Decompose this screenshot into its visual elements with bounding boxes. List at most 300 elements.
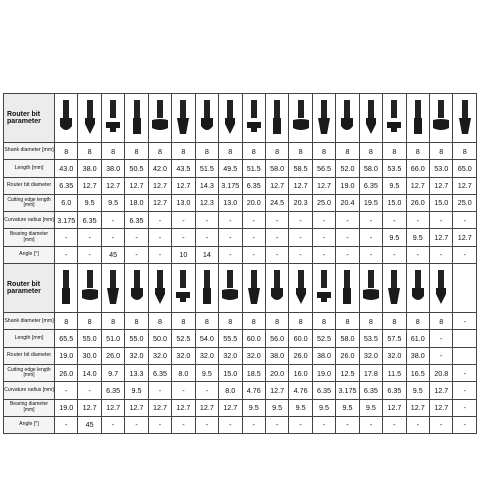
parameter-value: - bbox=[430, 246, 453, 263]
parameter-value: - bbox=[219, 246, 242, 263]
bit-header-row bbox=[4, 264, 477, 313]
parameter-value: 12.7 bbox=[101, 177, 124, 194]
parameter-value: 66.0 bbox=[406, 160, 429, 177]
straight-bit-icon bbox=[221, 98, 239, 138]
parameter-value: - bbox=[148, 229, 171, 246]
parameter-value: - bbox=[172, 229, 195, 246]
parameter-value: 8 bbox=[430, 143, 453, 160]
parameter-value: - bbox=[172, 212, 195, 229]
router-bit-parameter-label: Router bit parameter bbox=[4, 264, 55, 313]
parameter-value: 12.7 bbox=[430, 177, 453, 194]
bit-image-cell bbox=[453, 264, 477, 313]
parameter-value: 16.5 bbox=[406, 364, 429, 381]
parameter-value: - bbox=[125, 229, 148, 246]
parameter-value: 38.0 bbox=[101, 160, 124, 177]
parameter-value: 13.0 bbox=[219, 194, 242, 211]
parameter-value: - bbox=[453, 382, 477, 399]
parameter-value: 6.35 bbox=[125, 212, 148, 229]
parameter-value: 12.7 bbox=[406, 177, 429, 194]
rabbet-bit-icon bbox=[292, 268, 310, 308]
parameter-value: 53.5 bbox=[383, 160, 406, 177]
parameter-value: - bbox=[312, 416, 335, 433]
round-over-bit-icon bbox=[128, 268, 146, 308]
parameter-value: 56.5 bbox=[312, 160, 335, 177]
parameter-value: 52.5 bbox=[312, 330, 335, 347]
parameter-value: 43.0 bbox=[55, 160, 78, 177]
parameter-value: 9.5 bbox=[336, 399, 359, 416]
parameter-value: 15.0 bbox=[219, 364, 242, 381]
parameter-value: 8 bbox=[406, 313, 429, 330]
parameter-value: 55.0 bbox=[125, 330, 148, 347]
parameter-value: - bbox=[359, 416, 382, 433]
parameter-value: 45 bbox=[78, 416, 101, 433]
parameter-value: 6.35 bbox=[242, 177, 265, 194]
parameter-value: - bbox=[148, 382, 171, 399]
dovetail-bit-icon bbox=[174, 98, 192, 138]
bit-image-cell bbox=[125, 264, 148, 313]
parameter-value: 51.5 bbox=[242, 160, 265, 177]
parameter-value bbox=[453, 330, 477, 347]
parameter-value: 6.35 bbox=[101, 382, 124, 399]
parameter-value: 58.5 bbox=[289, 160, 312, 177]
parameter-label: Cutting edge length [mm] bbox=[4, 364, 55, 381]
parameter-value: 24.5 bbox=[265, 194, 288, 211]
parameter-value: 20.3 bbox=[289, 194, 312, 211]
roman-ogee-bit-icon bbox=[432, 268, 450, 308]
cove-bearing-bit-icon bbox=[268, 268, 286, 308]
parameter-value: 19.0 bbox=[312, 364, 335, 381]
parameter-value: 12.7 bbox=[289, 177, 312, 194]
parameter-value: 8 bbox=[430, 313, 453, 330]
parameter-value: 8 bbox=[289, 143, 312, 160]
parameter-value: 12.3 bbox=[195, 194, 218, 211]
parameter-value: 52.0 bbox=[336, 160, 359, 177]
parameter-value: 6.35 bbox=[359, 382, 382, 399]
parameter-value: 8 bbox=[55, 143, 78, 160]
bit-image-cell bbox=[383, 264, 406, 313]
parameter-value: - bbox=[148, 416, 171, 433]
parameter-value: 14.3 bbox=[195, 177, 218, 194]
parameter-value: 8 bbox=[383, 143, 406, 160]
parameter-value: - bbox=[265, 416, 288, 433]
parameter-value: 6.35 bbox=[312, 382, 335, 399]
parameter-value: 16.0 bbox=[289, 364, 312, 381]
straight-bit-icon bbox=[315, 98, 333, 138]
parameter-row bbox=[4, 143, 477, 160]
parameter-value: 12.7 bbox=[172, 399, 195, 416]
parameter-value: - bbox=[195, 212, 218, 229]
parameter-value: - bbox=[148, 246, 171, 263]
router-bit-spec-table bbox=[3, 93, 477, 434]
bearing-flush-bit-icon bbox=[432, 98, 450, 138]
parameter-value: - bbox=[336, 229, 359, 246]
parameter-value: 32.0 bbox=[242, 347, 265, 364]
parameter-row bbox=[4, 229, 477, 246]
parameter-value: 8 bbox=[148, 313, 171, 330]
parameter-value: 26.0 bbox=[289, 347, 312, 364]
parameter-value: 12.7 bbox=[453, 229, 477, 246]
ogee-bit-icon bbox=[315, 268, 333, 308]
parameter-value: 58.0 bbox=[359, 160, 382, 177]
parameter-value: 20.8 bbox=[430, 364, 453, 381]
parameter-value: 12.7 bbox=[125, 399, 148, 416]
parameter-value: 12.7 bbox=[383, 399, 406, 416]
parameter-value: 8 bbox=[242, 143, 265, 160]
parameter-value: - bbox=[336, 416, 359, 433]
parameter-value: 8 bbox=[195, 313, 218, 330]
parameter-value: 8 bbox=[359, 313, 382, 330]
parameter-value: - bbox=[289, 229, 312, 246]
parameter-value: 8 bbox=[312, 313, 335, 330]
parameter-value: 8 bbox=[265, 143, 288, 160]
parameter-value: 20.0 bbox=[242, 194, 265, 211]
parameter-value: - bbox=[55, 229, 78, 246]
parameter-value: - bbox=[172, 382, 195, 399]
parameter-row bbox=[4, 177, 477, 194]
flush-bearing-bit-icon bbox=[57, 268, 75, 308]
parameter-value: 51.5 bbox=[195, 160, 218, 177]
parameter-value: 38.0 bbox=[312, 347, 335, 364]
parameter-value: 12.7 bbox=[172, 177, 195, 194]
bit-image-cell bbox=[148, 264, 171, 313]
parameter-value: 54.0 bbox=[195, 330, 218, 347]
parameter-value: 19.0 bbox=[55, 347, 78, 364]
parameter-value: - bbox=[359, 212, 382, 229]
parameter-value: 45 bbox=[101, 246, 124, 263]
parameter-value: - bbox=[336, 212, 359, 229]
cove-core-bit-icon bbox=[128, 98, 146, 138]
parameter-value bbox=[453, 347, 477, 364]
parameter-value: 9.5 bbox=[265, 399, 288, 416]
router-bit-parameter-label: Router bit parameter bbox=[4, 94, 55, 143]
parameter-value: - bbox=[312, 212, 335, 229]
round-nose-bit-icon bbox=[81, 98, 99, 138]
parameter-value: - bbox=[125, 416, 148, 433]
bit-image-cell bbox=[359, 264, 382, 313]
parameter-value: 12.7 bbox=[78, 177, 101, 194]
parameter-value: 8 bbox=[219, 313, 242, 330]
parameter-value: 13.3 bbox=[125, 364, 148, 381]
parameter-value: - bbox=[430, 347, 453, 364]
bit-image-cell bbox=[430, 264, 453, 313]
parameter-value: 12.7 bbox=[148, 399, 171, 416]
parameter-value: - bbox=[289, 416, 312, 433]
parameter-value: 9.5 bbox=[406, 382, 429, 399]
parameter-value: - bbox=[383, 416, 406, 433]
parameter-value: 9.5 bbox=[195, 364, 218, 381]
parameter-value: - bbox=[430, 416, 453, 433]
parameter-value: - bbox=[148, 212, 171, 229]
parameter-value: - bbox=[406, 416, 429, 433]
parameter-value: 38.0 bbox=[78, 160, 101, 177]
corner-round-bit-icon bbox=[151, 98, 169, 138]
bit-image-cell bbox=[172, 264, 195, 313]
parameter-row bbox=[4, 246, 477, 263]
parameter-value: - bbox=[78, 382, 101, 399]
parameter-label: Shank diameter [mm] bbox=[4, 143, 55, 160]
parameter-value: 60.0 bbox=[242, 330, 265, 347]
parameter-value: - bbox=[336, 246, 359, 263]
parameter-value: 12.7 bbox=[312, 177, 335, 194]
parameter-label: Angle [°] bbox=[4, 416, 55, 433]
parameter-value: 8 bbox=[312, 143, 335, 160]
parameter-value: 12.7 bbox=[125, 177, 148, 194]
parameter-value: 15.0 bbox=[383, 194, 406, 211]
parameter-row bbox=[4, 416, 477, 433]
parameter-row bbox=[4, 212, 477, 229]
parameter-value: - bbox=[242, 212, 265, 229]
parameter-label: Length [mm] bbox=[4, 330, 55, 347]
parameter-value: 18.5 bbox=[242, 364, 265, 381]
parameter-value: 26.0 bbox=[336, 347, 359, 364]
bit-image-cell bbox=[195, 94, 218, 143]
bit-image-cell bbox=[359, 94, 382, 143]
parameter-value: - bbox=[289, 246, 312, 263]
parameter-value: - bbox=[359, 229, 382, 246]
bit-image-cell bbox=[383, 94, 406, 143]
parameter-value: 12.7 bbox=[406, 399, 429, 416]
parameter-value: 14 bbox=[195, 246, 218, 263]
parameter-value: 20.0 bbox=[265, 364, 288, 381]
parameter-value: 12.7 bbox=[265, 177, 288, 194]
parameter-value: - bbox=[195, 416, 218, 433]
parameter-value: 50.0 bbox=[148, 330, 171, 347]
parameter-value: 58.0 bbox=[336, 330, 359, 347]
parameter-row bbox=[4, 313, 477, 330]
parameter-value: - bbox=[55, 416, 78, 433]
parameter-value: 9.5 bbox=[406, 229, 429, 246]
parameter-value: 12.7 bbox=[195, 399, 218, 416]
bit-image-cell bbox=[312, 94, 335, 143]
parameter-value: 6.35 bbox=[78, 212, 101, 229]
bit-image-cell bbox=[242, 94, 265, 143]
parameter-value: - bbox=[55, 382, 78, 399]
bit-image-cell bbox=[312, 264, 335, 313]
straight-bit-icon bbox=[362, 98, 380, 138]
parameter-value: 8 bbox=[289, 313, 312, 330]
parameter-value: 9.5 bbox=[289, 399, 312, 416]
parameter-value: 8 bbox=[453, 143, 477, 160]
ogee-bit-icon bbox=[362, 268, 380, 308]
parameter-value: - bbox=[289, 212, 312, 229]
parameter-value: 12.7 bbox=[101, 399, 124, 416]
parameter-label: Length [mm] bbox=[4, 160, 55, 177]
straight-bit-icon bbox=[245, 98, 263, 138]
parameter-value: 38.0 bbox=[265, 347, 288, 364]
ball-bearing-bit-icon bbox=[174, 268, 192, 308]
parameter-value: 9.5 bbox=[383, 229, 406, 246]
parameter-value: 8 bbox=[336, 313, 359, 330]
parameter-value: 25.0 bbox=[453, 194, 477, 211]
round-over-bit-icon bbox=[198, 268, 216, 308]
parameter-label: Angle [°] bbox=[4, 246, 55, 263]
parameter-value: 42.0 bbox=[148, 160, 171, 177]
bit-image-cell bbox=[172, 94, 195, 143]
parameter-value: 8 bbox=[78, 143, 101, 160]
parameter-value: 8 bbox=[195, 143, 218, 160]
rabbet-bit-icon bbox=[385, 268, 403, 308]
parameter-value: - bbox=[55, 246, 78, 263]
bit-image-cell bbox=[101, 94, 124, 143]
parameter-value: 12.7 bbox=[148, 177, 171, 194]
parameter-label: Curvature radius [mm] bbox=[4, 212, 55, 229]
parameter-value: 8 bbox=[242, 313, 265, 330]
parameter-value: 14.0 bbox=[78, 364, 101, 381]
parameter-value: 60.0 bbox=[289, 330, 312, 347]
parameter-value: 11.5 bbox=[383, 364, 406, 381]
parameter-value: - bbox=[242, 229, 265, 246]
bit-image-cell bbox=[453, 94, 477, 143]
parameter-value: 51.0 bbox=[101, 330, 124, 347]
parameter-value: - bbox=[359, 246, 382, 263]
parameter-value: - bbox=[78, 246, 101, 263]
bit-header-row bbox=[4, 94, 477, 143]
parameter-value: 32.0 bbox=[172, 347, 195, 364]
bit-image-cell bbox=[101, 264, 124, 313]
parameter-value: - bbox=[219, 416, 242, 433]
parameter-label: Bearing diameter [mm] bbox=[4, 399, 55, 416]
parameter-value: - bbox=[383, 212, 406, 229]
parameter-row bbox=[4, 399, 477, 416]
bit-image-cell bbox=[265, 94, 288, 143]
bit-image-cell bbox=[289, 264, 312, 313]
parameter-value: - bbox=[125, 246, 148, 263]
parameter-value: 58.0 bbox=[265, 160, 288, 177]
parameter-value: 25.0 bbox=[312, 194, 335, 211]
parameter-value: 32.0 bbox=[219, 347, 242, 364]
parameter-value: 3.175 bbox=[219, 177, 242, 194]
parameter-row bbox=[4, 364, 477, 381]
bit-image-cell bbox=[406, 94, 429, 143]
parameter-value: 12.7 bbox=[78, 399, 101, 416]
parameter-label: Shank diameter [mm] bbox=[4, 313, 55, 330]
parameter-value: 57.5 bbox=[383, 330, 406, 347]
parameter-value: 9.5 bbox=[101, 194, 124, 211]
parameter-value: 6.35 bbox=[55, 177, 78, 194]
parameter-value: - bbox=[265, 246, 288, 263]
parameter-value: 20.4 bbox=[336, 194, 359, 211]
parameter-value: 19.0 bbox=[55, 399, 78, 416]
beading-bit-icon bbox=[245, 268, 263, 308]
parameter-value: 12.7 bbox=[453, 177, 477, 194]
parameter-value: 18.0 bbox=[125, 194, 148, 211]
parameter-value: - bbox=[312, 229, 335, 246]
bit-image-cell bbox=[242, 264, 265, 313]
parameter-value: 19.5 bbox=[359, 194, 382, 211]
parameter-value: - bbox=[265, 212, 288, 229]
round-nose-bit-icon bbox=[57, 98, 75, 138]
parameter-value: 38.0 bbox=[406, 347, 429, 364]
parameter-value: - bbox=[383, 246, 406, 263]
parameter-value: - bbox=[312, 246, 335, 263]
bit-image-cell bbox=[336, 264, 359, 313]
parameter-value: 32.0 bbox=[195, 347, 218, 364]
parameter-value: 65.5 bbox=[55, 330, 78, 347]
parameter-value: 8 bbox=[148, 143, 171, 160]
bit-image-cell bbox=[125, 94, 148, 143]
parameter-value: 9.7 bbox=[101, 364, 124, 381]
bit-image-cell bbox=[265, 264, 288, 313]
v-groove-bit-icon bbox=[104, 98, 122, 138]
parameter-row bbox=[4, 382, 477, 399]
parameter-value: - bbox=[101, 212, 124, 229]
parameter-label: Router bit diameter bbox=[4, 177, 55, 194]
bit-image-cell bbox=[219, 264, 242, 313]
parameter-value: - bbox=[195, 382, 218, 399]
cove-bit-icon bbox=[151, 268, 169, 308]
bit-image-cell bbox=[55, 94, 78, 143]
parameter-value: 32.0 bbox=[148, 347, 171, 364]
parameter-value: 6.35 bbox=[148, 364, 171, 381]
parameter-value: - bbox=[453, 212, 477, 229]
straight-bit-icon bbox=[292, 98, 310, 138]
parameter-value: 56.0 bbox=[265, 330, 288, 347]
bit-image-cell bbox=[430, 94, 453, 143]
straight-bit-icon bbox=[268, 98, 286, 138]
parameter-value: - bbox=[453, 246, 477, 263]
parameter-value: 32.0 bbox=[125, 347, 148, 364]
straight-bit-icon bbox=[338, 98, 356, 138]
parameter-value: - bbox=[453, 399, 477, 416]
parameter-value: 8 bbox=[125, 143, 148, 160]
bit-image-cell bbox=[78, 94, 101, 143]
parameter-value: 12.7 bbox=[219, 399, 242, 416]
bit-image-cell bbox=[55, 264, 78, 313]
bit-image-cell bbox=[406, 264, 429, 313]
parameter-value: 6.0 bbox=[55, 194, 78, 211]
dovetail-bit-icon bbox=[198, 98, 216, 138]
parameter-value: 8 bbox=[78, 313, 101, 330]
ogee-bit-icon bbox=[221, 268, 239, 308]
parameter-value: 32.0 bbox=[359, 347, 382, 364]
parameter-row bbox=[4, 330, 477, 347]
parameter-value: 8 bbox=[359, 143, 382, 160]
parameter-value: 50.5 bbox=[125, 160, 148, 177]
parameter-value: - bbox=[453, 313, 477, 330]
parameter-value: 43.5 bbox=[172, 160, 195, 177]
parameter-value: 53.5 bbox=[359, 330, 382, 347]
chamfer-bearing-bit-icon bbox=[338, 268, 356, 308]
parameter-value: 26.0 bbox=[101, 347, 124, 364]
bit-image-cell bbox=[289, 94, 312, 143]
parameter-row bbox=[4, 194, 477, 211]
bit-image-cell bbox=[336, 94, 359, 143]
parameter-value: 17.8 bbox=[359, 364, 382, 381]
parameter-value: - bbox=[78, 229, 101, 246]
parameter-value: 8 bbox=[172, 313, 195, 330]
parameter-value: 8 bbox=[172, 143, 195, 160]
parameter-value: 9.5 bbox=[359, 399, 382, 416]
parameter-value: - bbox=[453, 416, 477, 433]
parameter-value: 8 bbox=[55, 313, 78, 330]
parameter-value: - bbox=[453, 364, 477, 381]
parameter-value: 6.35 bbox=[383, 382, 406, 399]
parameter-value: 8.0 bbox=[219, 382, 242, 399]
parameter-value: 52.5 bbox=[172, 330, 195, 347]
parameter-value: 8.0 bbox=[172, 364, 195, 381]
parameter-value: 12.7 bbox=[265, 382, 288, 399]
parameter-value: 8 bbox=[383, 313, 406, 330]
parameter-value: 9.5 bbox=[383, 177, 406, 194]
parameter-value: - bbox=[242, 416, 265, 433]
parameter-value: 32.0 bbox=[383, 347, 406, 364]
parameter-value: - bbox=[219, 212, 242, 229]
parameter-value: 8 bbox=[219, 143, 242, 160]
router-bit-parameter-sheet bbox=[3, 93, 477, 434]
parameter-value: 9.5 bbox=[125, 382, 148, 399]
parameter-value: 30.0 bbox=[78, 347, 101, 364]
parameter-value: 4.76 bbox=[242, 382, 265, 399]
